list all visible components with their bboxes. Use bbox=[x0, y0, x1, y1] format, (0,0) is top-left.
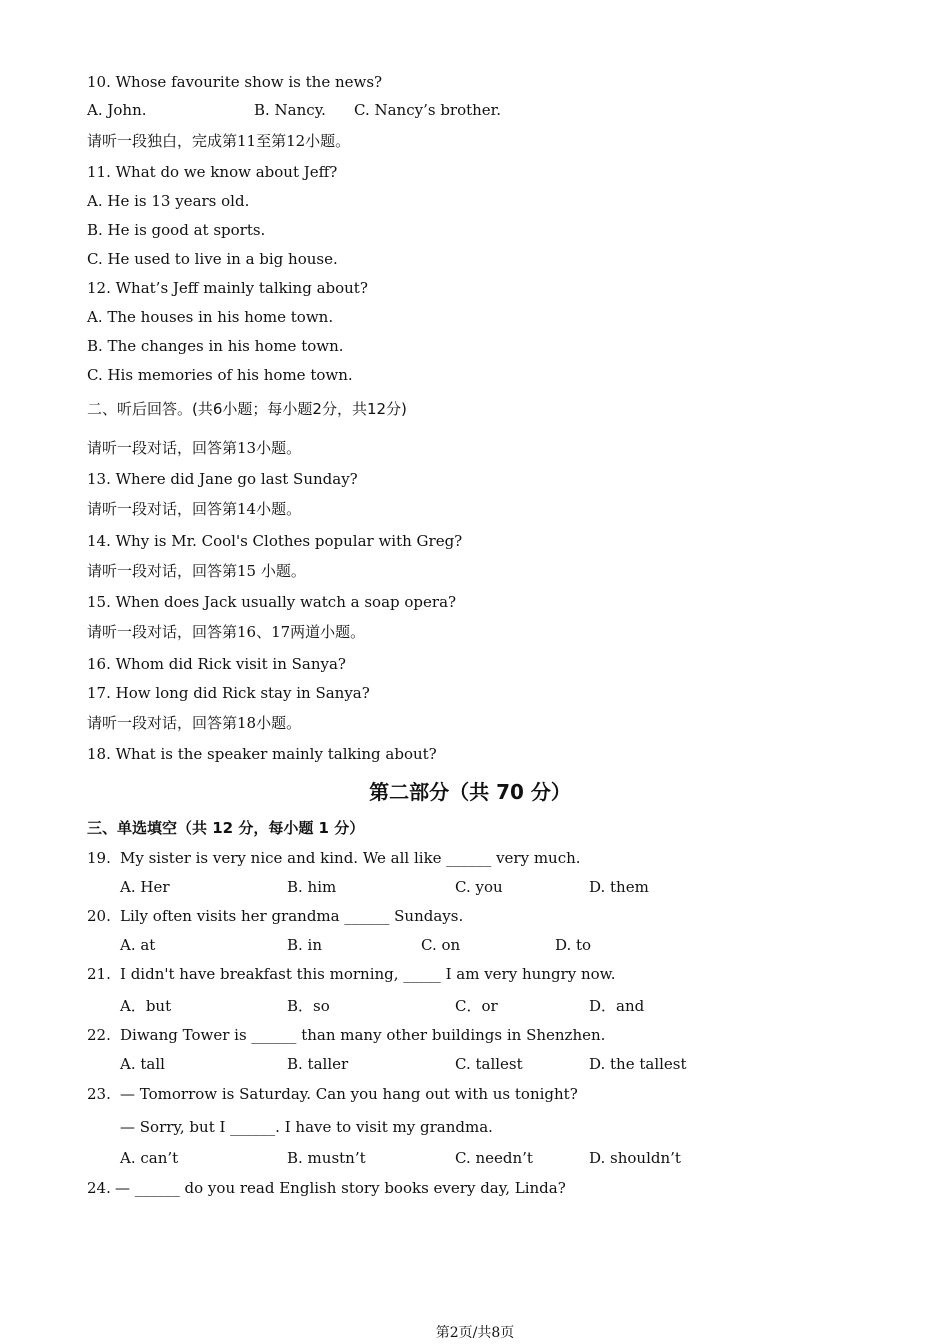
instruction-16-17: 请听一段对话，回答第16、17两道小题。 bbox=[87, 623, 366, 641]
q12-option-a: A. The houses in his home town. bbox=[87, 308, 334, 326]
q22-stem: Diwang Tower is ______ than many other buildings in Shenzhen. bbox=[120, 1026, 606, 1044]
q20-stem: Lily often visits her grandma ______ Sundays. bbox=[120, 907, 464, 925]
q19-option-b: B. him bbox=[287, 878, 337, 896]
q22-option-b: B. taller bbox=[287, 1055, 349, 1073]
q15-stem: 15. When does Jack usually watch a soap opera? bbox=[87, 593, 457, 611]
instruction-18: 请听一段对话，回答第18小题。 bbox=[87, 714, 302, 732]
q11-stem: 11. What do we know about Jeff? bbox=[87, 163, 338, 181]
instruction-14: 请听一段对话，回答第14小题。 bbox=[87, 500, 302, 518]
q23-option-a: A. can’t bbox=[120, 1149, 179, 1167]
q24-number: 24. bbox=[87, 1179, 111, 1197]
q19-option-a: A. Her bbox=[120, 878, 170, 896]
q11-option-a: A. He is 13 years old. bbox=[87, 192, 250, 210]
instruction-15: 请听一段对话，回答第15 小题。 bbox=[87, 562, 306, 580]
q22-option-d: D. the tallest bbox=[589, 1055, 687, 1073]
q19-number: 19. bbox=[87, 849, 111, 867]
q12-option-c: C. His memories of his home town. bbox=[87, 366, 353, 384]
q19-stem: My sister is very nice and kind. We all like ______ very much. bbox=[120, 849, 581, 867]
q11-option-c: C. He used to live in a big house. bbox=[87, 250, 338, 268]
q17-stem: 17. How long did Rick stay in Sanya? bbox=[87, 684, 370, 702]
q20-number: 20. bbox=[87, 907, 111, 925]
q22-option-c: C. tallest bbox=[455, 1055, 523, 1073]
section-3-title: 三、单选填空（共 12 分，每小题 1 分） bbox=[87, 819, 365, 837]
section-2-title: 二、听后回答。(共6小题；每小题2分，共12分) bbox=[87, 400, 407, 418]
q14-stem: 14. Why is Mr. Cool's Clothes popular with Greg? bbox=[87, 532, 463, 550]
q10-option-a: A. John. bbox=[87, 101, 147, 119]
q23-line-2: — Sorry, but I ______. I have to visit my grandma. bbox=[120, 1118, 493, 1136]
q23-option-d: D. shouldn’t bbox=[589, 1149, 681, 1167]
q10-option-c: C. Nancy’s brother. bbox=[354, 101, 501, 119]
q12-option-b: B. The changes in his home town. bbox=[87, 337, 344, 355]
q18-stem: 18. What is the speaker mainly talking about? bbox=[87, 745, 437, 763]
q22-option-a: A. tall bbox=[120, 1055, 165, 1073]
q22-number: 22. bbox=[87, 1026, 111, 1044]
q23-number: 23. bbox=[87, 1085, 111, 1103]
q23-option-b: B. mustn’t bbox=[287, 1149, 366, 1167]
q20-option-c: C. on bbox=[421, 936, 461, 954]
q21-option-b: B．so bbox=[287, 997, 330, 1015]
q16-stem: 16. Whom did Rick visit in Sanya? bbox=[87, 655, 346, 673]
q21-stem: I didn't have breakfast this morning, _____ I am very hungry now. bbox=[120, 965, 616, 983]
part-2-title: 第二部分（共 70 分） bbox=[369, 780, 571, 804]
q19-option-c: C. you bbox=[455, 878, 503, 896]
q21-number: 21. bbox=[87, 965, 111, 983]
page-footer: 第2页/共8页 bbox=[435, 1325, 515, 1341]
instruction-13: 请听一段对话，回答第13小题。 bbox=[87, 439, 302, 457]
q20-option-b: B. in bbox=[287, 936, 323, 954]
q20-option-d: D. to bbox=[555, 936, 592, 954]
q23-option-c: C. needn’t bbox=[455, 1149, 533, 1167]
q21-option-d: D．and bbox=[589, 997, 645, 1015]
q10-option-b: B. Nancy. bbox=[254, 101, 326, 119]
q21-option-c: C．or bbox=[455, 997, 498, 1015]
q21-option-a: A．but bbox=[120, 997, 172, 1015]
q12-stem: 12. What’s Jeff mainly talking about? bbox=[87, 279, 368, 297]
q20-option-a: A. at bbox=[120, 936, 156, 954]
q23-line-1: — Tomorrow is Saturday. Can you hang out with us tonight? bbox=[120, 1085, 578, 1103]
q11-option-b: B. He is good at sports. bbox=[87, 221, 266, 239]
q10-stem: 10. Whose favourite show is the news? bbox=[87, 73, 383, 91]
q13-stem: 13. Where did Jane go last Sunday? bbox=[87, 470, 358, 488]
q24-stem: — ______ do you read English story books every day, Linda? bbox=[115, 1179, 566, 1197]
q19-option-d: D. them bbox=[589, 878, 649, 896]
instruction-11-12: 请听一段独白，完成第11至第12小题。 bbox=[87, 132, 351, 150]
